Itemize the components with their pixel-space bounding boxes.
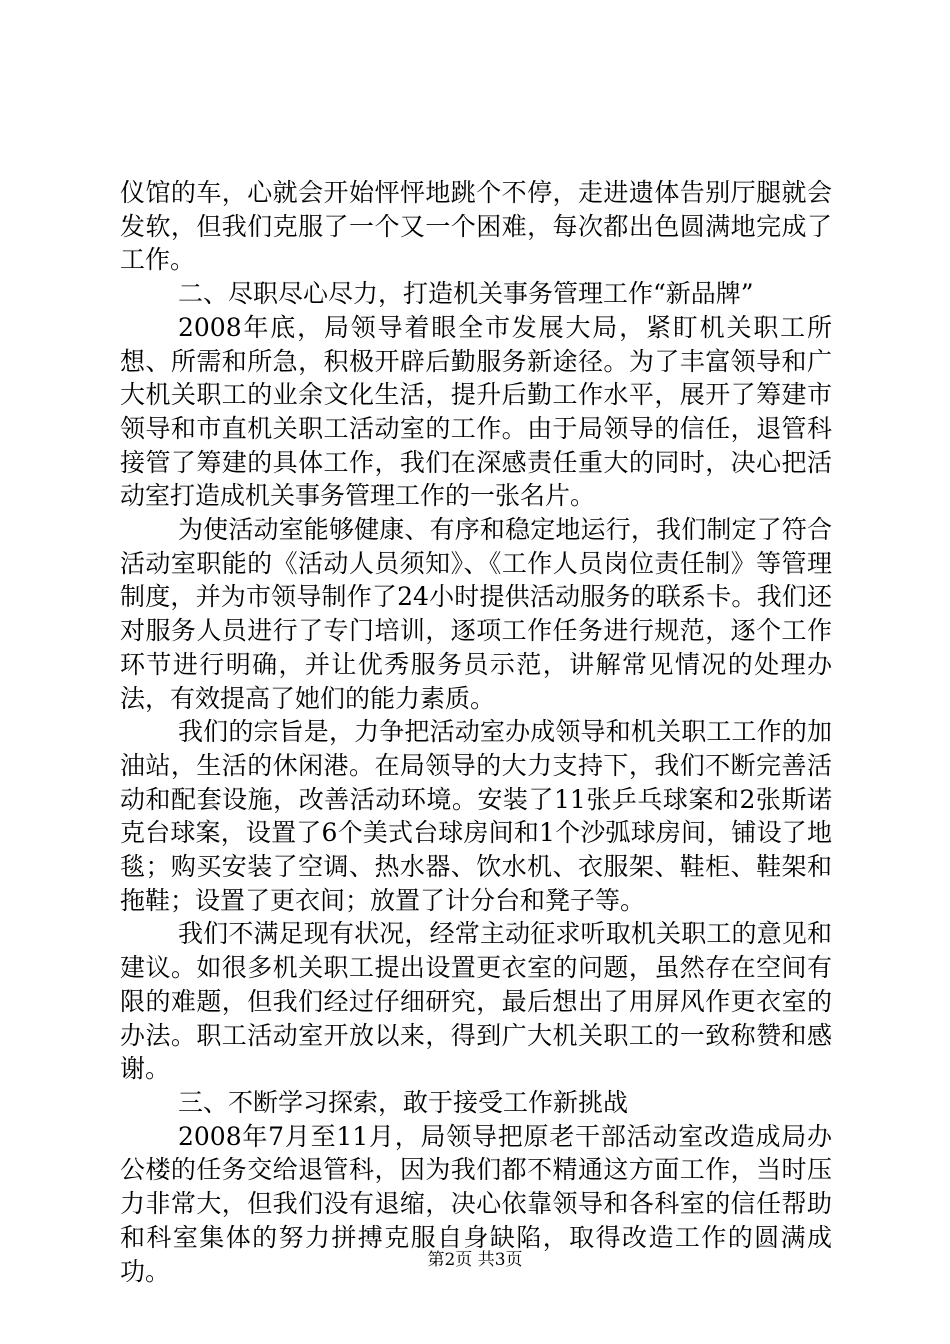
page-footer: 第2页 共3页 <box>427 1250 523 1270</box>
section-heading-3: 三、不断学习探索，敢于接受工作新挑战 <box>178 1087 629 1117</box>
document-body <box>120 176 832 1288</box>
section-heading-2: 二、尽职尽心尽力，打造机关事务管理工作“新品牌” <box>178 279 754 309</box>
paragraph: 为使活动室能够健康、有序和稳定地运行，我们制定了符合活动室职能的《活动人员须知》、《工作人员岗位责任制》等管理制度，并为市领导制作了24小时提供活动服务的联系卡。我们还对服务人员进行了专门培训，逐项工作任务进行规范，逐个工作环节进行明确，并让优秀服务员示范，讲解常见情况的处理办法，有效提高了她们的能力素质。 <box>120 515 832 713</box>
paragraph-continuation: 仪馆的车，心就会开始怦怦地跳个不停，走进遗体告别厅腿就会发软，但我们克服了一个又一个困难，每次都出色圆满地完成了工作。 <box>120 178 832 275</box>
paragraph: 我们不满足现有状况，经常主动征求听取机关职工的意见和建议。如很多机关职工提出设置更衣室的问题，虽然存在空间有限的难题，但我们经过仔细研究，最后想出了用屏风作更衣室的办法。职工活动室开放以来，得到广大机关职工的一致称赞和感谢。 <box>120 919 832 1084</box>
paragraph: 我们的宗旨是，力争把活动室办成领导和机关职工工作的加油站，生活的休闲港。在局领导的大力支持下，我们不断完善活动和配套设施，改善活动环境。安装了11张乒乓球案和2张斯诺克台球案，设置了6个美式台球房间和1个沙弧球房间，铺设了地毯；购买安装了空调、热水器、饮水机、衣服架、鞋柜、鞋架和拖鞋；设置了更衣间；放置了计分台和凳子等。 <box>120 717 832 915</box>
paragraph: 2008年底，局领导着眼全市发展大局，紧盯机关职工所想、所需和所急，积极开辟后勤服务新途径。为了丰富领导和广大机关职工的业余文化生活，提升后勤工作水平，展开了筹建市领导和市直机关职工活动室的工作。由于局领导的信任，退管科接管了筹建的具体工作，我们在深感责任重大的同时，决心把活动室打造成机关事务管理工作的一张名片。 <box>120 312 832 511</box>
paragraph: 2008年7月至11月，局领导把原老干部活动室改造成局办公楼的任务交给退管科，因为我们都不精通这方面工作，当时压力非常大，但我们没有退缩，决心依靠领导和各科室的信任帮助和科室集体的努力拼搏克服自身缺陷，取得改造工作的圆满成功。 <box>120 1121 832 1286</box>
